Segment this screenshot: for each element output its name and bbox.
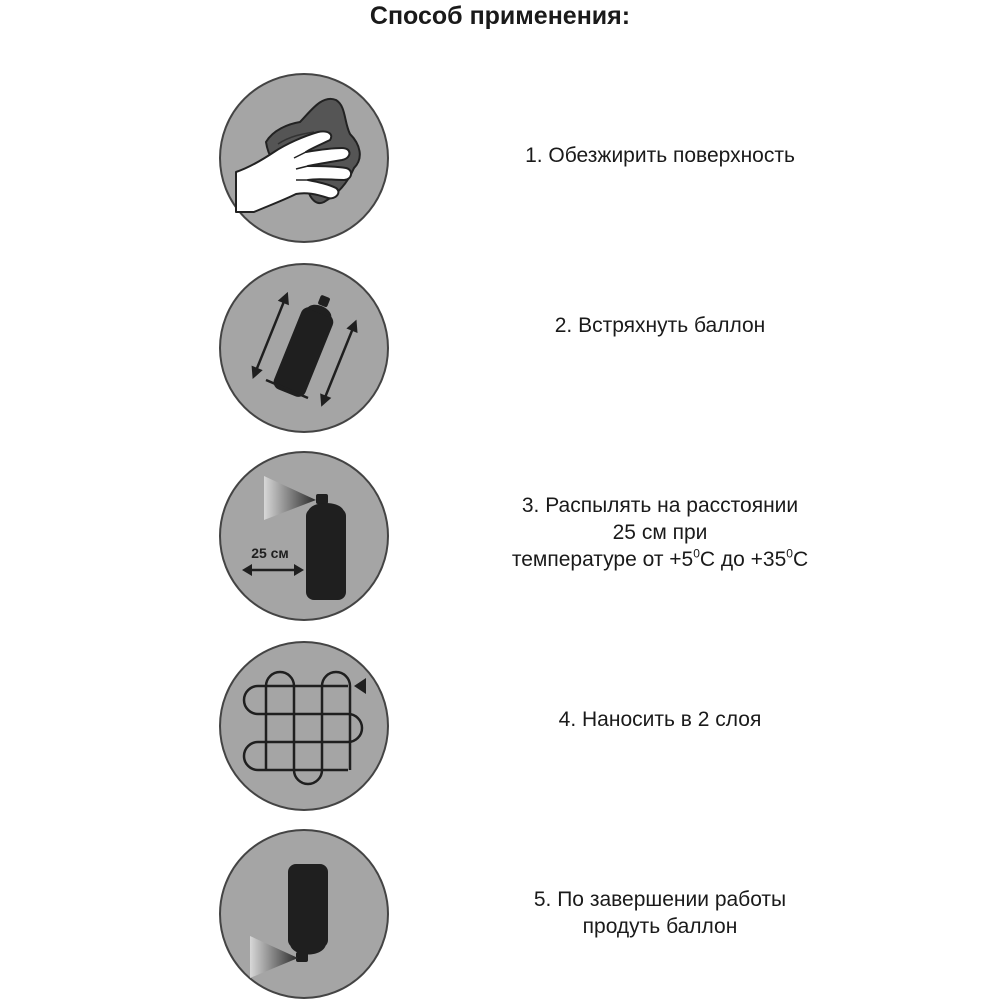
temp-suffix: С — [792, 548, 809, 571]
page-title: Способ применения: — [369, 2, 631, 30]
step-1-line-1: 1. Обезжирить поверхность — [525, 144, 795, 167]
hand-wiping-cloth-icon — [218, 72, 390, 244]
temp-mid: С до +35 — [699, 548, 787, 571]
step-3-text — [400, 492, 920, 573]
step-3-line-1: 3. Распылять на расстоянии — [521, 494, 799, 517]
step-5-line-2: продуть баллон — [582, 915, 738, 938]
distance-label: 25 см — [251, 545, 289, 561]
step-3-line-2: 25 см при — [612, 521, 708, 544]
step-5 — [0, 828, 1000, 1004]
temp-prefix: температуре от +5 — [511, 548, 694, 571]
step-4-line-1: 4. Наносить в 2 слоя — [558, 708, 762, 731]
step-1 — [0, 72, 1000, 248]
temp-sup-1: 0 — [693, 546, 700, 561]
shake-spray-can-icon — [218, 262, 390, 434]
step-4 — [0, 640, 1000, 816]
two-layer-pattern-icon — [218, 640, 390, 812]
step-5-text — [400, 886, 920, 940]
step-3-line-3 — [400, 546, 920, 573]
step-1-text — [400, 142, 920, 169]
step-4-text — [400, 706, 920, 733]
temp-sup-2: 0 — [786, 546, 793, 561]
step-2 — [0, 262, 1000, 438]
spray-distance-icon — [218, 450, 390, 622]
step-5-line-1: 5. По завершении работы — [533, 888, 787, 911]
step-2-line-1: 2. Встряхнуть баллон — [554, 314, 766, 337]
step-3 — [0, 450, 1000, 626]
step-2-text — [400, 312, 920, 339]
purge-can-icon — [218, 828, 390, 1000]
